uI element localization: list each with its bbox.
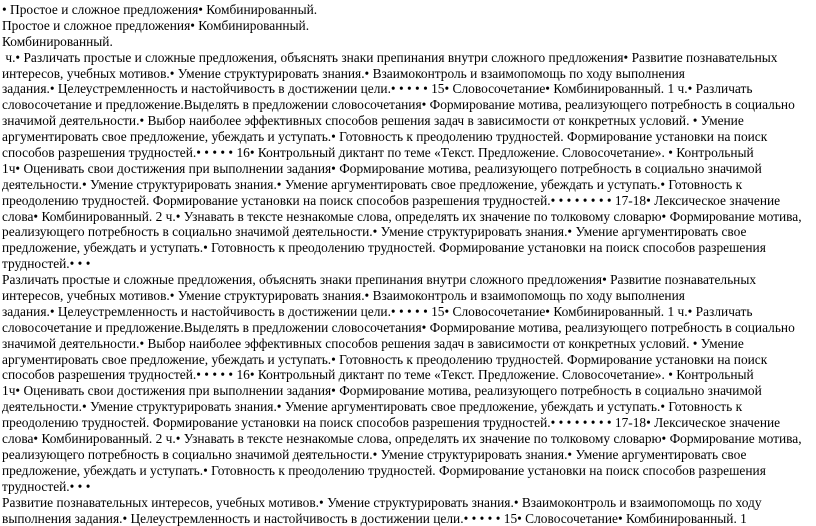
text-line: интересов, учебных мотивов.• Умение структурировать знания.• Взаимоконтроль и взаимопомощь по ходу выполнения xyxy=(2,66,812,82)
text-line: выполнения задания.• Целеустремленность и настойчивость в достижении цели.• • • • • 15• Словосочетание• Комбинированный. 1 xyxy=(2,511,812,526)
document-text xyxy=(2,2,812,526)
text-line: Различать простые и сложные предложения, объяснять знаки препинания внутри сложного предложения• Развитие познавательных xyxy=(2,272,812,288)
text-line: преодолению трудностей. Формирование установки на поиск способов разрешения трудностей.• • • • • • • • 17-18• Лексическое значение xyxy=(2,193,812,209)
text-line: Простое и сложное предложения• Комбинированный. xyxy=(2,18,812,34)
text-line: задания.• Целеустремленность и настойчивость в достижении цели.• • • • • 15• Словосочетание• Комбинированный. 1 ч.• Различать xyxy=(2,81,812,97)
text-line: преодолению трудностей. Формирование установки на поиск способов разрешения трудностей.• • • • • • • • 17-18• Лексическое значение xyxy=(2,415,812,431)
text-line: способов разрешения трудностей.• • • • • 16• Контрольный диктант по теме «Текст. Предложение. Словосочетание». • Контрольный xyxy=(2,367,812,383)
text-line: интересов, учебных мотивов.• Умение структурировать знания.• Взаимоконтроль и взаимопомощь по ходу выполнения xyxy=(2,288,812,304)
text-line: реализующего потребность в социально значимой деятельности.• Умение структурировать знания.• Умение аргументировать свое xyxy=(2,224,812,240)
text-line: слова• Комбинированный. 2 ч.• Узнавать в тексте незнакомые слова, определять их значение по толковому словарю• Формирование мотива, xyxy=(2,431,812,447)
text-line: задания.• Целеустремленность и настойчивость в достижении цели.• • • • • 15• Словосочетание• Комбинированный. 1 ч.• Различать xyxy=(2,304,812,320)
text-line: Комбинированный. xyxy=(2,34,812,50)
text-line: предложение, убеждать и уступать.• Готовность к преодолению трудностей. Формирование установки на поиск способов разрешения xyxy=(2,463,812,479)
text-line: значимой деятельности.• Выбор наиболее эффективных способов решения задач в зависимости от конкретных условий. • Умение xyxy=(2,113,812,129)
text-line: деятельности.• Умение структурировать знания.• Умение аргументировать свое предложение, убеждать и уступать.• Готовность к xyxy=(2,399,812,415)
text-line: ч.• Различать простые и сложные предложения, объяснять знаки препинания внутри сложного предложения• Развитие познавательных xyxy=(2,50,812,66)
text-line: способов разрешения трудностей.• • • • • 16• Контрольный диктант по теме «Текст. Предложение. Словосочетание». • Контрольный xyxy=(2,145,812,161)
text-line: 1ч• Оценивать свои достижения при выполнении задания• Формирование мотива, реализующего потребность в социально значимой xyxy=(2,161,812,177)
text-line: трудностей.• • • xyxy=(2,479,812,495)
text-line: 1ч• Оценивать свои достижения при выполнении задания• Формирование мотива, реализующего потребность в социально значимой xyxy=(2,383,812,399)
text-line: словосочетание и предложение.Выделять в предложении словосочетания• Формирование мотива, реализующего потребность в социально xyxy=(2,97,812,113)
text-line: аргументировать свое предложение, убеждать и уступать.• Готовность к преодолению трудностей. Формирование установки на поиск xyxy=(2,352,812,368)
text-line: • Простое и сложное предложения• Комбинированный. xyxy=(2,2,812,18)
text-line: Развитие познавательных интересов, учебных мотивов.• Умение структурировать знания.• Взаимоконтроль и взаимопомощь по ходу xyxy=(2,495,812,511)
text-line: аргументировать свое предложение, убеждать и уступать.• Готовность к преодолению трудностей. Формирование установки на поиск xyxy=(2,129,812,145)
text-line: словосочетание и предложение.Выделять в предложении словосочетания• Формирование мотива, реализующего потребность в социально xyxy=(2,320,812,336)
text-line: реализующего потребность в социально значимой деятельности.• Умение структурировать знания.• Умение аргументировать свое xyxy=(2,447,812,463)
text-line: трудностей.• • • xyxy=(2,256,812,272)
text-line: деятельности.• Умение структурировать знания.• Умение аргументировать свое предложение, убеждать и уступать.• Готовность к xyxy=(2,177,812,193)
text-line: слова• Комбинированный. 2 ч.• Узнавать в тексте незнакомые слова, определять их значение по толковому словарю• Формирование мотива, xyxy=(2,209,812,225)
text-line: предложение, убеждать и уступать.• Готовность к преодолению трудностей. Формирование установки на поиск способов разрешения xyxy=(2,240,812,256)
text-line: значимой деятельности.• Выбор наиболее эффективных способов решения задач в зависимости от конкретных условий. • Умение xyxy=(2,336,812,352)
